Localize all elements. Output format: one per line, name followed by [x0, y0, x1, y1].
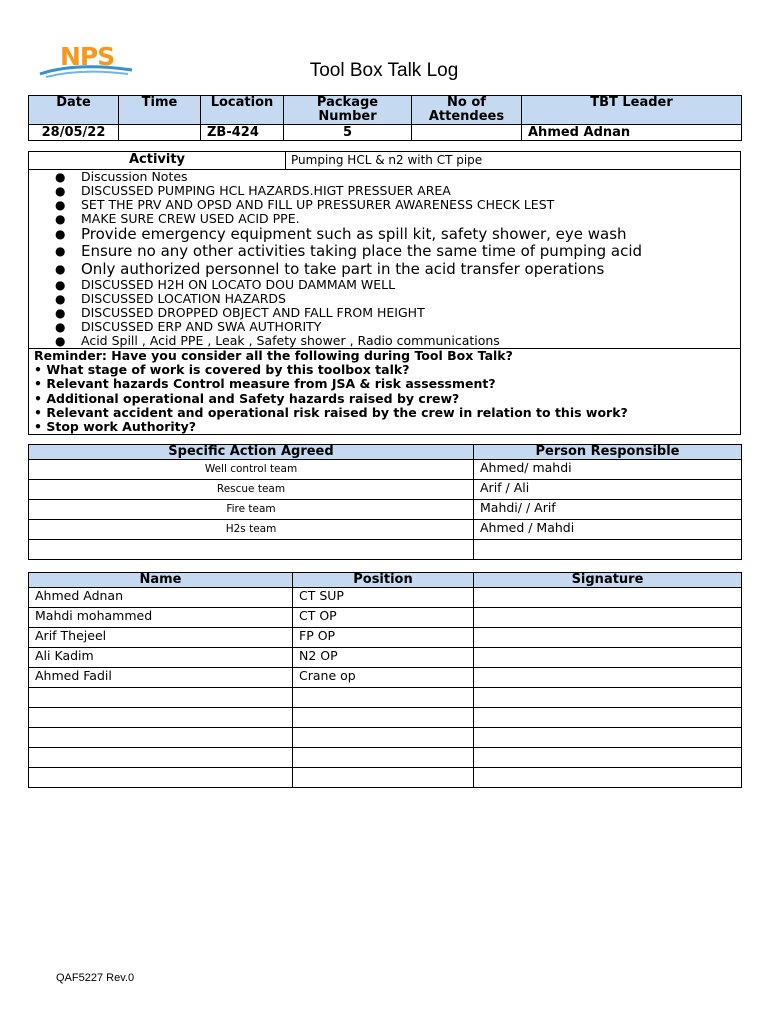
position-cell [293, 728, 474, 748]
table-row [29, 480, 742, 500]
person-cell [474, 540, 742, 560]
name-cell: Arif Thejeel [29, 628, 293, 648]
position-cell [293, 708, 474, 728]
position-cell [293, 768, 474, 788]
actions-table [28, 444, 742, 560]
table-row [29, 688, 742, 708]
actions-col-person: Person Responsible [474, 445, 742, 460]
note-item: ● DISCUSSED PUMPING HCL HAZARDS.HIGT PRESSUER AREA [55, 183, 451, 198]
header-col-location: Location [201, 96, 284, 125]
reminder-item: • Relevant accident and operational risk raised by the crew in relation to this work? [34, 404, 628, 420]
signature-cell [474, 688, 742, 708]
table-row [29, 608, 742, 628]
header-col-date: Date [29, 96, 119, 125]
signature-cell [474, 628, 742, 648]
logo-text: NPS [60, 42, 115, 71]
position-cell: CT SUP [293, 588, 474, 608]
name-cell: Ahmed Adnan [29, 588, 293, 608]
header-col-time: Time [119, 96, 201, 125]
name-cell: Mahdi mohammed [29, 608, 293, 628]
note-item: ● Provide emergency equipment such as spill kit, safety shower, eye wash [55, 225, 627, 243]
table-row [29, 588, 742, 608]
activity-section [28, 151, 741, 435]
note-item: ● SET THE PRV AND OPSD AND FILL UP PRESSURER AWARENESS CHECK LEST [55, 197, 555, 212]
reminder-item: • What stage of work is covered by this toolbox talk? [34, 362, 410, 378]
activity-label: Activity [29, 152, 286, 169]
table-row [29, 500, 742, 520]
header-col-leader: TBT Leader [522, 96, 742, 125]
table-row [29, 748, 742, 768]
leader-value: Ahmed Adnan [522, 125, 742, 141]
position-cell [293, 748, 474, 768]
note-item: ● DISCUSSED ERP AND SWA AUTHORITY [55, 318, 322, 334]
note-item: ● MAKE SURE CREW USED ACID PPE. [55, 211, 300, 226]
header-col-attendees: No of Attendees [412, 96, 522, 125]
header-col-package: Package Number [284, 96, 412, 125]
form-code: QAF5227 Rev.0 [56, 972, 135, 984]
position-cell: Crane op [293, 668, 474, 688]
person-cell: Mahdi/ / Arif [474, 500, 742, 520]
note-item: ● Discussion Notes [55, 169, 188, 184]
activity-value: Pumping HCL & n2 with CT pipe [291, 153, 483, 167]
activity-row [29, 152, 740, 170]
signature-cell [474, 708, 742, 728]
signature-cell [474, 588, 742, 608]
table-row [29, 460, 742, 480]
attendees-col-signature: Signature [474, 573, 742, 588]
reminder-heading: Reminder: Have you consider all the following during Tool Box Talk? [34, 348, 513, 363]
header-table [28, 95, 742, 141]
action-cell: Well control team [29, 460, 474, 480]
note-item: ● Acid Spill , Acid PPE , Leak , Safety shower , Radio communications [55, 332, 500, 348]
signature-cell [474, 768, 742, 788]
attendees-col-name: Name [29, 573, 293, 588]
position-cell: CT OP [293, 608, 474, 628]
location-value: ZB-424 [201, 125, 284, 141]
table-row [29, 728, 742, 748]
person-cell: Ahmed / Mahdi [474, 520, 742, 540]
reminder-item: • Relevant hazards Control measure from JSA & risk assessment? [34, 376, 496, 392]
note-item: ● DISCUSSED H2H ON LOCATO DOU DAMMAM WELL [55, 276, 396, 292]
signature-cell [474, 668, 742, 688]
reminder-item: • Additional operational and Safety hazards raised by crew? [34, 390, 460, 406]
action-cell: H2s team [29, 520, 474, 540]
attendees-table [28, 572, 742, 788]
signature-cell [474, 608, 742, 628]
name-cell [29, 728, 293, 748]
reminder-item: • Stop work Authority? [34, 419, 197, 435]
signature-cell [474, 728, 742, 748]
position-cell [293, 688, 474, 708]
person-cell: Ahmed/ mahdi [474, 460, 742, 480]
note-item: ● Ensure no any other activities taking place the same time of pumping acid [55, 242, 643, 261]
name-cell [29, 708, 293, 728]
position-cell: N2 OP [293, 648, 474, 668]
table-row [29, 540, 742, 560]
name-cell [29, 688, 293, 708]
action-cell: Fire team [29, 500, 474, 520]
actions-col-action: Specific Action Agreed [29, 445, 474, 460]
page-title: Tool Box Talk Log [309, 60, 459, 81]
name-cell [29, 748, 293, 768]
table-row [29, 628, 742, 648]
date-value: 28/05/22 [29, 125, 119, 141]
note-item: ● DISCUSSED DROPPED OBJECT AND FALL FROM HEIGHT [55, 304, 425, 320]
table-row [29, 648, 742, 668]
table-row [29, 708, 742, 728]
signature-cell [474, 648, 742, 668]
person-cell: Arif / Ali [474, 480, 742, 500]
position-cell: FP OP [293, 628, 474, 648]
table-row [29, 668, 742, 688]
name-cell: Ali Kadim [29, 648, 293, 668]
package-value: 5 [284, 125, 412, 141]
name-cell: Ahmed Fadil [29, 668, 293, 688]
signature-cell [474, 748, 742, 768]
reminder-box [29, 348, 740, 434]
action-cell: Rescue team [29, 480, 474, 500]
discussion-notes [29, 170, 740, 348]
table-row [29, 520, 742, 540]
name-cell [29, 768, 293, 788]
table-row [29, 768, 742, 788]
attendees-col-position: Position [293, 573, 474, 588]
action-cell [29, 540, 474, 560]
note-item: ● Only authorized personnel to take part in the acid transfer operations [55, 259, 605, 278]
note-item: ● DISCUSSED LOCATION HAZARDS [55, 290, 286, 306]
time-value [119, 125, 201, 141]
attendees-value [412, 125, 522, 141]
